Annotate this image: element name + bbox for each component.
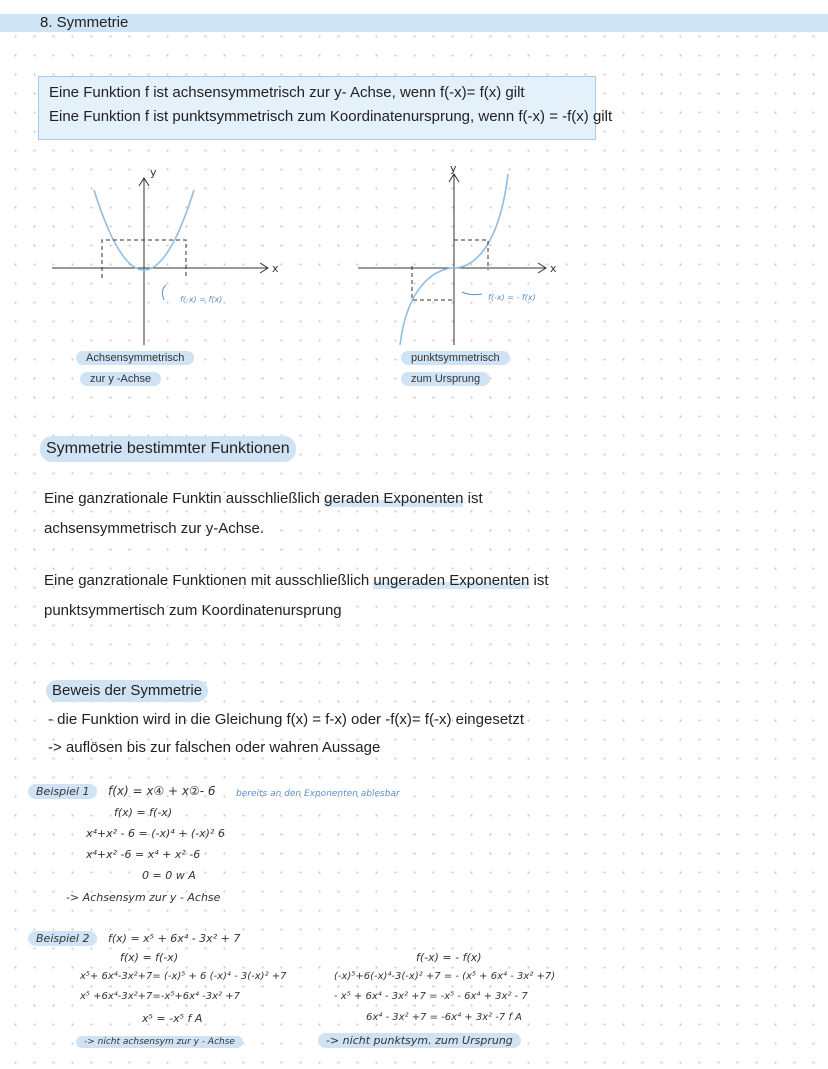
section-heading: Symmetrie bestimmter Funktionen bbox=[40, 436, 296, 462]
graph-axis-symmetric bbox=[40, 160, 300, 350]
beweis-heading: Beweis der Symmetrie bbox=[46, 680, 208, 702]
beispiel2-right-line-1: f(-x) = - f(x) bbox=[416, 951, 482, 964]
beispiel2-left-line-3: x⁵ +6x⁴-3x²+7=-x⁵+6x⁴ -3x² +7 bbox=[80, 991, 240, 1002]
paragraph-odd bbox=[44, 566, 549, 626]
y-axis-label: y bbox=[150, 166, 157, 179]
beispiel1-line-3: x⁴+x² -6 = x⁴ + x² -6 bbox=[86, 848, 201, 861]
beispiel2-left-result: -> nicht achsensym zur y - Achse bbox=[76, 1036, 243, 1048]
beispiel2-left-line-1: f(x) = f(-x) bbox=[120, 951, 179, 964]
paragraph-even bbox=[44, 484, 483, 544]
definition-axis: Eine Funktion f ist achsensymmetrisch zur y- Achse, wenn f(-x)= f(x) gilt bbox=[49, 84, 525, 101]
pill-zur-y-achse: zur y -Achse bbox=[80, 372, 161, 386]
beispiel2-label: Beispiel 2 bbox=[28, 931, 97, 946]
y-axis-label: y bbox=[450, 162, 457, 175]
beispiel1-label: Beispiel 1 bbox=[28, 784, 97, 799]
beweis-item-2: -> auflösen bis zur falschen oder wahren Aussage bbox=[48, 739, 381, 756]
para1-highlight: geraden Exponenten bbox=[324, 490, 464, 507]
definition-point: Eine Funktion f ist punktsymmetrisch zum Koordinatenursprung, wenn f(-x) = -f(x) gilt bbox=[49, 108, 613, 125]
beispiel1-line-1: f(x) = f(-x) bbox=[114, 806, 173, 819]
beispiel1-function: f(x) = x④ + x②- 6 bbox=[108, 784, 216, 798]
x-axis-label: x bbox=[550, 262, 557, 275]
page-title: 8. Symmetrie bbox=[40, 14, 129, 31]
pill-punktsymmetrisch: punktsymmetrisch bbox=[401, 351, 510, 365]
beispiel1-line-4: 0 = 0 w A bbox=[142, 869, 196, 882]
beweis-list bbox=[48, 706, 524, 762]
para1-line2: achsensymmetrisch zur y-Achse. bbox=[44, 520, 265, 537]
definition-box bbox=[38, 76, 613, 140]
para2-text-b: ist bbox=[529, 572, 549, 589]
beispiel1-note: bereits an den Exponenten ablesbar bbox=[236, 789, 400, 799]
para1-text-a: Eine ganzrationale Funktin ausschließlich bbox=[44, 490, 325, 507]
beispiel2-left-line-2: x⁵+ 6x⁴-3x²+7= (-x)⁵ + 6 (-x)⁴ - 3(-x)² +7 bbox=[80, 971, 287, 982]
annotation-arrow bbox=[462, 292, 482, 295]
graph-point-symmetric bbox=[350, 160, 610, 350]
beispiel2-right-line-4: 6x⁴ - 3x² +7 = -6x⁴ + 3x² -7 f A bbox=[366, 1012, 522, 1023]
beispiel2-right-result: -> nicht punktsym. zum Ursprung bbox=[318, 1033, 521, 1048]
graph-annotation: f(-x) = - f(x) bbox=[488, 293, 536, 302]
beispiel2-right-line-2: (-x)⁵+6(-x)⁴-3(-x)² +7 = - (x⁵ + 6x⁴ - 3x² +7) bbox=[334, 971, 556, 982]
pill-achsensymmetrisch: Achsensymmetrisch bbox=[76, 351, 194, 365]
annotation-arrow bbox=[162, 285, 166, 300]
beweis-item-1: - die Funktion wird in die Gleichung f(x) = f-x) oder -f(x)= f(-x) eingesetzt bbox=[48, 711, 525, 728]
beispiel1-line-2: x⁴+x² - 6 = (-x)⁴ + (-x)² 6 bbox=[86, 827, 225, 840]
beispiel1-result: -> Achsensym zur y - Achse bbox=[66, 891, 221, 904]
para2-text-a: Eine ganzrationale Funktionen mit ausschließlich bbox=[44, 572, 374, 589]
x-axis-label: x bbox=[272, 262, 279, 275]
pill-zum-ursprung: zum Ursprung bbox=[401, 372, 490, 386]
dashed-guide-upper bbox=[454, 240, 488, 270]
dashed-guide-lower bbox=[412, 266, 454, 300]
para1-text-b: ist bbox=[463, 490, 483, 507]
para2-line2: punktsymmertisch zum Koordinatenursprung bbox=[44, 602, 342, 619]
beispiel2-left-line-4: x⁵ = -x⁵ f A bbox=[142, 1012, 203, 1025]
graph-annotation: f(-x) = f(x) bbox=[180, 295, 223, 304]
beispiel2-function: f(x) = x⁵ + 6x⁴ - 3x² + 7 bbox=[108, 932, 241, 945]
beispiel2-right-line-3: - x⁵ + 6x⁴ - 3x² +7 = -x⁵ - 6x⁴ + 3x² - 7 bbox=[334, 991, 528, 1002]
para2-highlight: ungeraden Exponenten bbox=[373, 572, 530, 589]
